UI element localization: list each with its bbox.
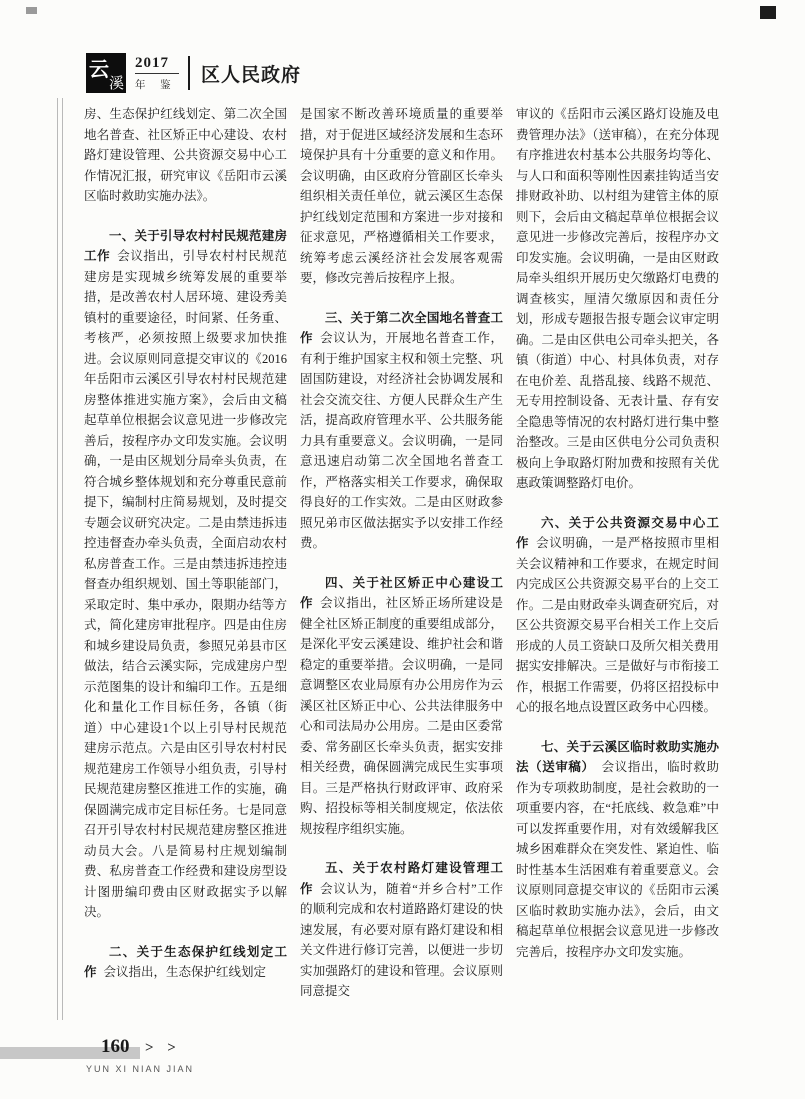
paragraph-heading: 七、关于云溪区临时救助实施办法（送审稿） — [516, 739, 719, 774]
year-text: 2017 — [135, 55, 179, 74]
footer-romanization: YUN XI NIAN JIAN — [86, 1064, 195, 1074]
scan-mark-top-right — [760, 6, 776, 19]
paragraph-heading: 六、关于公共资源交易中心工作 — [516, 515, 719, 550]
logo-character-1: 云 — [89, 59, 109, 81]
paragraph — [300, 308, 503, 554]
paragraph — [300, 104, 503, 289]
paragraph-heading: 二、关于生态保护红线划定工作 — [84, 944, 287, 979]
year-block — [135, 55, 179, 92]
page-number-chevrons: > > — [145, 1040, 181, 1056]
paragraph-heading: 三、关于第二次全国地名普查工作 — [300, 310, 503, 345]
paragraph — [516, 104, 719, 494]
paragraph-text: 会议指出，生态保护红线划定 — [103, 965, 267, 979]
paragraph-text: 会议认为，随着“并乡合村”工作的顺利完成和农村道路路灯建设的快速发展，有必要对原有路灯建设和相关文件进行修订完善，以便进一步切实加强路灯的建设和管理。会议原则同意提交 — [300, 881, 503, 998]
scan-mark-top-left — [26, 7, 37, 14]
paragraph — [516, 737, 719, 963]
left-margin-rule — [62, 98, 63, 1020]
paragraph-heading: 一、关于引导农村村民规范建房工作 — [84, 228, 287, 263]
paragraph-text: 会议认为，开展地名普查工作，有利于维护国家主权和领土完整、巩固国防建设，对经济社会协调发展和社会交流交往、方便人民群众生产生活，提高政府管理水平、公共服务能力具有重要意义。会议明确，一是同意迅速启动第二次全国地名普查工作，严格落实相关工作要求，确保取得良好的工作实效。二是由区财政参照兄弟市区做法据实予以安排工作经费。 — [300, 331, 503, 550]
paragraph-text: 会议指出，引导农村村民规范建房是实现城乡统筹发展的重要举措，是改善农村人居环境、建设秀美镇村的重要途径，时间紧、任务重、考核严，必须按照上级要求加快推进。会议原则同意提交审议的《2016年岳阳市云溪区引导农村村民规范建房整体推进实施方案》，会后由文稿起草单位根据会议意见进一步修改完善后，按程序办文印发实施。会议明确，一是由区规划分局牵头负责，在符合城乡整体规划和充分尊重民意前提下，编制村庄简易规划，及时提交专题会议研究决定。二是由禁违拆违控违督查办牵头负责，全面启动农村私房普查工作。三是由禁违拆违控违督查办组织规划、国土等职能部门，采取定时、集中承办，限期办结等方式，简化建房审批程序。四是由住房和城乡建设局负责，参照兄弟县市区做法，结合云溪实际，完成建房户型示范图集的设计和编印工作。五是细化和量化工作目标任务，各镇（街道）中心建设1个以上引导村民规范建房示范点。六是由区引导农村村民规范建房工作领导小组负责，引导村民规范建房整区推进工作的实施，确保圆满完成市定目标任务。七是同意召开引导农村村民规范建房整区推进动员大会。八是简易村庄规划编制费、私房普查工作经费和建设房型设计图册编印费由区财政据实予以解决。 — [84, 249, 287, 919]
paragraph-text: 房、生态保护红线划定、第二次全国地名普查、社区矫正中心建设、农村路灯建设管理、公共资源交易中心工作情况汇报，研究审议《岳阳市云溪区临时救助实施办法》。 — [84, 107, 287, 203]
yearbook-logo — [86, 53, 126, 93]
left-margin-rule — [57, 98, 58, 1020]
paragraph — [300, 573, 503, 840]
paragraph — [84, 226, 287, 923]
header-divider — [188, 56, 190, 90]
page-number: 160 — [101, 1036, 130, 1057]
logo-character-2: 溪 — [108, 76, 124, 92]
section-title: 区人民政府 — [201, 64, 302, 86]
article-columns — [84, 104, 720, 1036]
paragraph — [300, 858, 503, 1002]
paragraph-text: 会议指出，临时救助作为专项救助制度，是社会救助的一项重要内容，在“托底线、救急难”中可以发挥重要作用，对有效缓解我区城乡困难群众在突发性、紧迫性、临时性基本生活困难有着重要意义。会议原则同意提交审议的《岳阳市云溪区临时救助实施办法》，会后，由文稿起草单位根据会议意见进一步修改完善后，按程序办文印发实施。 — [516, 760, 719, 959]
paragraph-text: 是国家不断改善环境质量的重要举措，对于促进区域经济发展和生态环境保护具有十分重要的意义和作用。会议明确，由区政府分管副区长牵头组织相关责任单位，就云溪区生态保护红线划定范围和方案进一步对接和征求意见，严格遵循相关工作要求，统筹考虑云溪经济社会发展客观需要，修改完善后按程序上报。 — [300, 107, 503, 285]
column-middle — [300, 104, 503, 1036]
year-label: 年 鉴 — [135, 79, 177, 91]
paragraph-heading: 五、关于农村路灯建设管理工作 — [300, 861, 503, 896]
paragraph-text: 审议的《岳阳市云溪区路灯设施及电费管理办法》（送审稿），在充分体现有序推进农村基本公共服务均等化、与人口和面积等刚性因素挂钩适当安排财政补助、以村组为建管主体的原则下，会后由文稿起草单位根据会议意见进一步修改完善后，按程序办文印发实施。会议明确，一是由区财政局牵头组织开展历史欠缴路灯电费的调查核实，厘清欠缴原因和责任分划，形成专题报告报专题会议审定明确。二是由区供电公司牵头把关，各镇（街道）中心、村具体负责，对存在电价差、乱搭乱接、线路不规范、无专用控制设备、无表计量、存有安全隐患等情况的农村路灯进行集中整治整改。三是由区供电分公司负责积极向上争取路灯附加费和按照有关优惠政策调整路灯电价。 — [516, 107, 719, 490]
paragraph-heading: 四、关于社区矫正中心建设工作 — [300, 575, 503, 610]
column-right — [516, 104, 719, 1036]
paragraph — [84, 104, 287, 207]
paragraph-text: 会议明确，一是严格按照市里相关会议精神和工作要求，在规定时间内完成区公共资源交易平台的上交工作。二是由财政牵头调查研究后，对区公共资源交易平台相关工作上交后形成的人员工资缺口及所欠相关费用据实安排解决。三是做好与市衔接工作，根据工作需要，仍将区招投标中心的报名地点设置区政务中心四楼。 — [516, 536, 719, 714]
page-header — [86, 52, 301, 94]
paragraph — [84, 942, 287, 983]
column-left — [84, 104, 287, 1036]
paragraph-text: 会议指出，社区矫正场所建设是健全社区矫正制度的重要组成部分，是深化平安云溪建设、维护社会和谐稳定的重要举措。会议明确，一是同意调整区农业局原有办公用房作为云溪区社区矫正中心、公共法律服务中心和司法局办公用房。二是由区委常委、常务副区长牵头负责，据实安排相关经费，确保圆满完成民生实事项目。三是严格执行财政评审、政府采购、招投标等相关制度规定，依法依规按程序组织实施。 — [300, 596, 503, 836]
paragraph — [516, 513, 719, 718]
